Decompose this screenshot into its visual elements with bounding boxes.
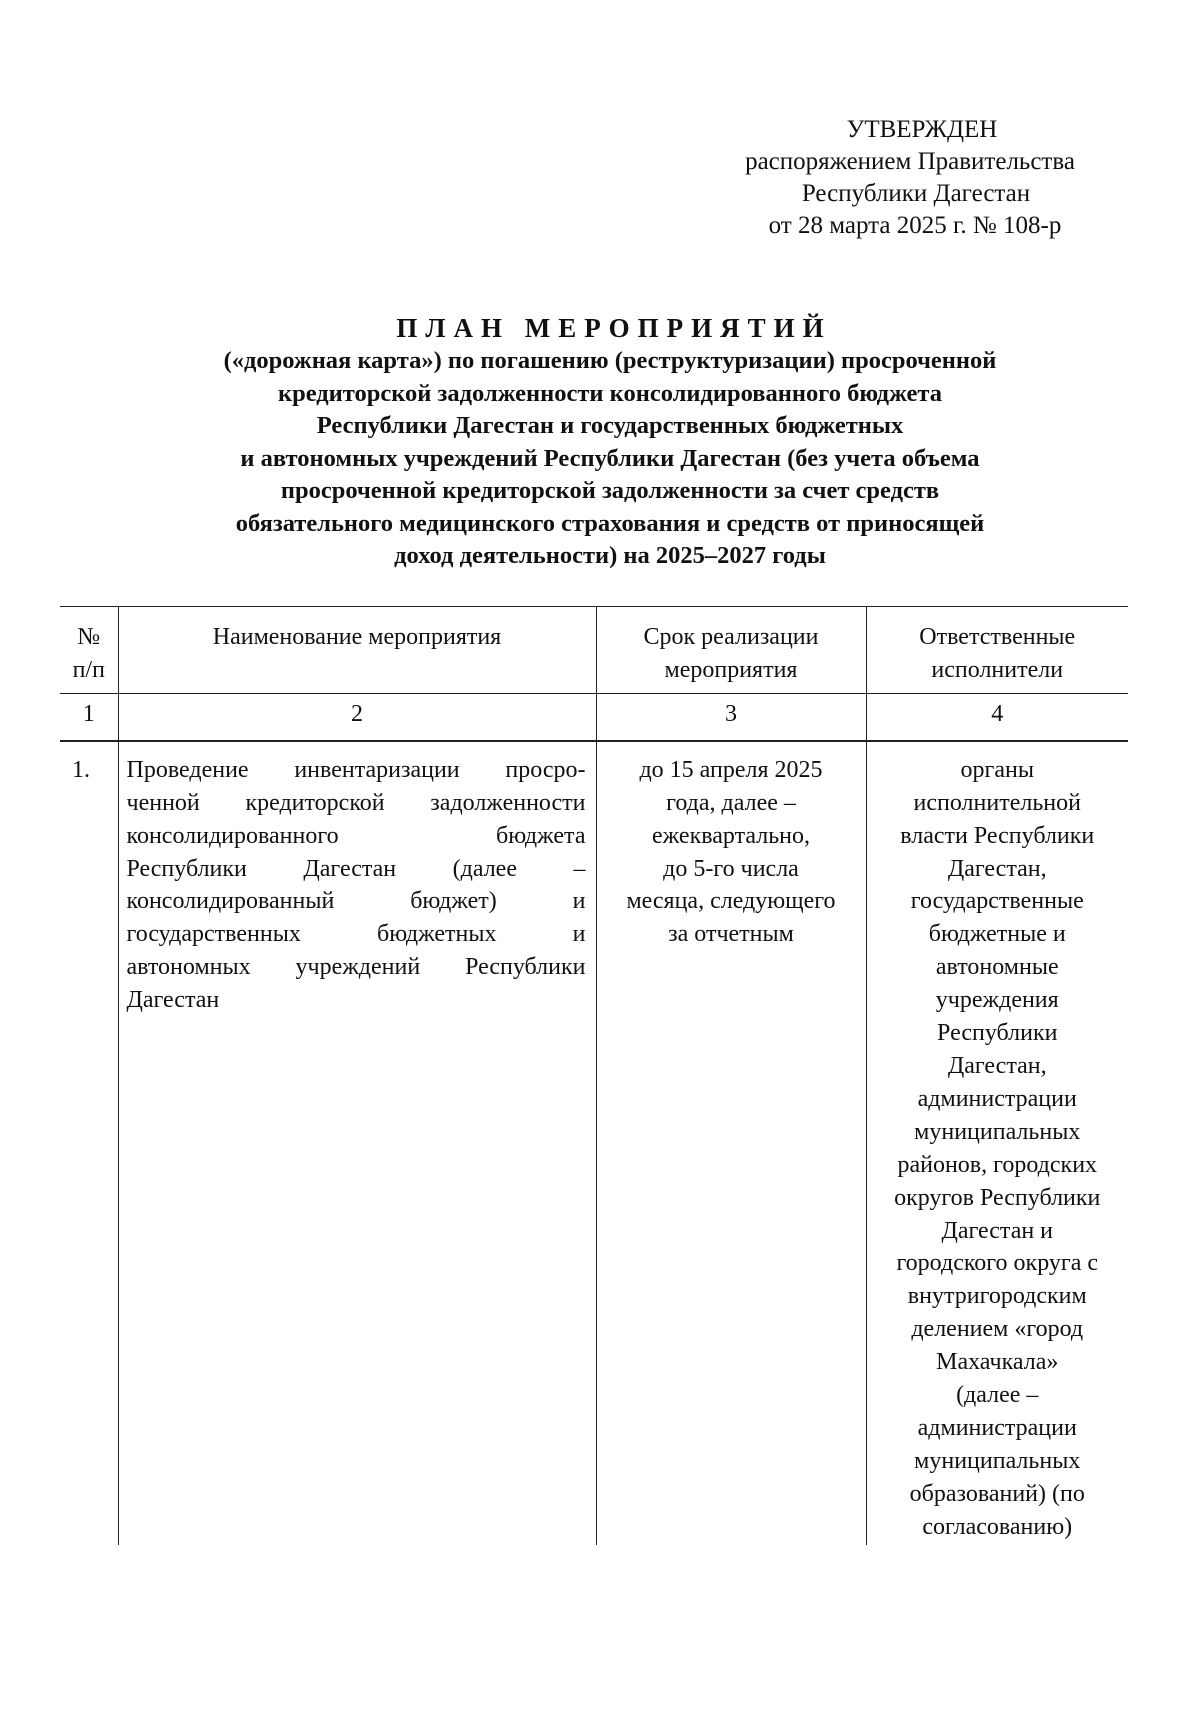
header-name: Наименование мероприятия (118, 607, 596, 694)
responsible-line: внутригородским (907, 1283, 1087, 1310)
responsible-line: Республики (937, 1020, 1058, 1047)
title-line: кредиторской задолженности консолидированного бюджета (278, 379, 942, 407)
title-line: и автономных учреждений Республики Дагестан (без учета объема (240, 444, 980, 472)
responsible-line: Дагестан и (941, 1217, 1054, 1244)
approval-line-2: распоряжением Правительства (745, 148, 1075, 175)
column-number: 1 (60, 693, 118, 741)
title-line: просроченной кредиторской задолженности за счет средств (280, 477, 940, 504)
responsible-line: администрации (917, 1414, 1077, 1441)
row-term (596, 741, 866, 1545)
column-number: 3 (596, 693, 866, 741)
responsible-line: учреждения (935, 987, 1059, 1014)
responsible-line: муниципальных (914, 1118, 1081, 1145)
responsible-line: Дагестан, (947, 1052, 1047, 1079)
term-line: месяца, следующего (626, 888, 836, 915)
title-subtitle (110, 345, 1110, 573)
activity-line: Проведение инвентаризации просро- (126, 756, 586, 783)
responsible-line: делением «город (911, 1316, 1084, 1343)
activity-line: консолидированного бюджета (126, 822, 586, 849)
responsible-line: районов, городских (897, 1151, 1098, 1178)
term-line: ежеквартально, (652, 822, 810, 849)
term-line: до 5-го числа (663, 855, 799, 882)
activity-line: автономных учреждений Республики (126, 954, 586, 981)
responsible-line: (далее – (956, 1382, 1039, 1409)
title-line: («дорожная карта») по погашению (реструктуризации) просроченной (223, 347, 997, 374)
title-line: Республики Дагестан и государственных бюджетных (316, 412, 904, 439)
responsible-line: Махачкала» (936, 1349, 1059, 1376)
header-responsible: Ответственные исполнители (866, 607, 1128, 694)
responsible-line: бюджетные и (928, 921, 1066, 948)
column-numbers-row (60, 693, 1128, 741)
title-main: ПЛАН МЕРОПРИЯТИЙ (396, 313, 832, 343)
approval-line-4: от 28 марта 2025 г. № 108-р (768, 212, 1062, 239)
column-number: 2 (118, 693, 596, 741)
term-line: за отчетным (668, 921, 794, 948)
activity-line: Республики Дагестан (далее – (126, 855, 586, 882)
responsible-line: образований) (по (909, 1480, 1085, 1507)
plan-table (60, 606, 1128, 1545)
term-line: до 15 апреля 2025 (639, 756, 823, 783)
table-header-row (60, 607, 1128, 694)
responsible-line: Дагестан, (947, 855, 1047, 882)
responsible-line: администрации (917, 1085, 1077, 1112)
responsible-line: округов Республики (894, 1184, 1101, 1211)
responsible-line: органы (960, 756, 1034, 783)
table-row (60, 741, 1128, 1545)
title-line: доход деятельности) на 2025–2027 годы (394, 542, 826, 569)
row-responsible (866, 741, 1128, 1545)
row-number: 1. (60, 741, 118, 1545)
responsible-line: городского округа с (896, 1250, 1099, 1277)
approval-line-3: Республики Дагестан (801, 180, 1031, 207)
activity-line: Дагестан (126, 987, 220, 1014)
activity-line: консолидированный бюджет) и (126, 888, 586, 915)
approval-stamp (690, 114, 1130, 242)
header-number: № п/п (60, 607, 118, 694)
approval-line-1: УТВЕРЖДЕН (846, 116, 998, 143)
responsible-line: муниципальных (914, 1447, 1081, 1474)
header-term: Срок реализации мероприятия (596, 607, 866, 694)
column-number: 4 (866, 693, 1128, 741)
term-line: года, далее – (666, 789, 796, 816)
activity-line: государственных бюджетных и (126, 921, 586, 948)
responsible-line: автономные (935, 954, 1059, 981)
responsible-line: согласованию) (922, 1513, 1073, 1540)
responsible-line: власти Республики (900, 822, 1095, 849)
activity-line: ченной кредиторской задолженности (126, 789, 586, 816)
title-line: обязательного медицинского страхования и средств от приносящей (235, 509, 985, 537)
responsible-line: государственные (910, 888, 1084, 915)
row-activity-name (118, 741, 596, 1545)
document-title (110, 311, 1110, 573)
responsible-line: исполнительной (913, 789, 1081, 816)
